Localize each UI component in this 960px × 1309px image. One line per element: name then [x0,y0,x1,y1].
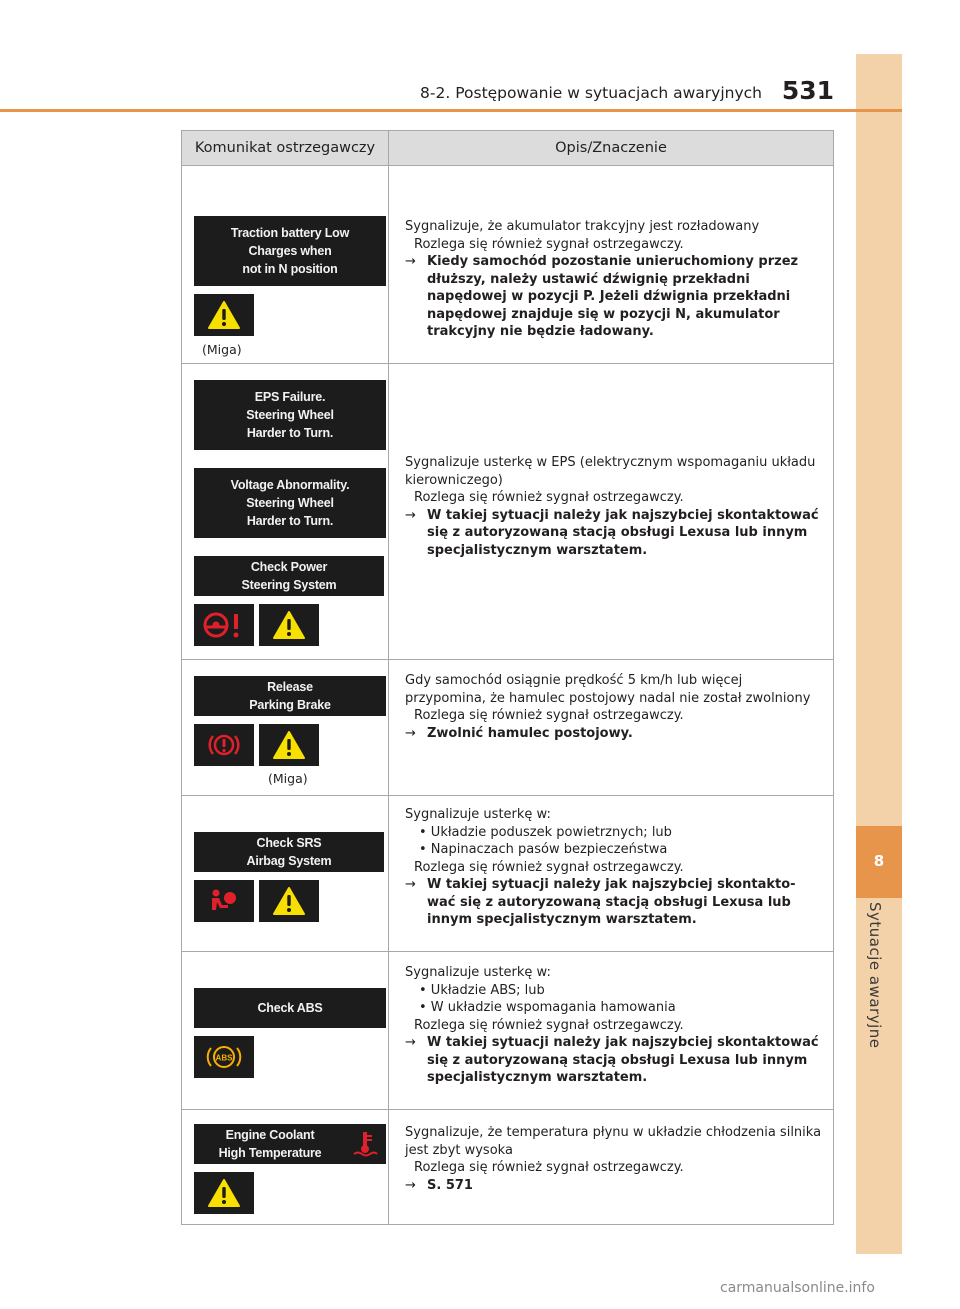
warning-triangle-icon [259,724,319,766]
svg-text:ABS: ABS [215,1053,233,1063]
chapter-label: Sytuacje awaryjne [866,902,884,1049]
chapter-number: 8 [873,852,885,870]
description-cell [389,1110,834,1225]
caption-blinking: (Miga) [268,771,308,786]
caption-blinking: (Miga) [202,342,242,357]
display-release-parking-brake: Release Parking Brake [194,676,386,716]
action-text: Kiedy samochód pozostanie unieruchomiony przez dłuższy, należy ustawić dźwignię przekładni napędowej w pozycji P. Jeżeli dźwignia przekładni napędowej znajduje się w pozycji N, akumulator trakcyjny nie będzie ładowany. [427,254,799,339]
arrow-icon: → [405,1177,416,1193]
description-text: Sygnalizuje, że temperatura płynu w układzie chłodzenia silnika jest zbyt wysoka [405,1125,822,1158]
table-row [182,1110,834,1225]
coolant-temperature-icon [352,1130,378,1162]
description-text: Rozlega się również sygnał ostrzegawczy. [414,236,684,252]
description-text: Rozlega się również sygnał ostrzegawczy. [414,859,684,875]
display-voltage-abnormality: Voltage Abnormality. Steering Wheel Harder to Turn. [194,468,386,538]
table-row [182,952,834,1110]
action-text: W takiej sytuacji należy jak najszybciej skontakto-wać się z autoryzowaną stacją obsługi Lexusa lub innym specjalistycznym warsztatem. [427,877,796,927]
action-text: W takiej sytuacji należy jak najszybciej skontaktować się z autoryzowaną stacją obsługi Lexusa lub innym specjalistycznym warsztatem. [427,1035,819,1085]
arrow-icon: → [405,725,416,741]
message-cell [182,364,389,660]
abs-warning-icon [194,1036,254,1078]
section-title: 8-2. Postępowanie w sytuacjach awaryjnych [420,84,762,102]
warning-triangle-icon [259,604,319,646]
bullet-item: • Układzie ABS; lub [419,982,545,998]
description-text: Rozlega się również sygnał ostrzegawczy. [414,490,684,505]
warning-triangle-icon [259,880,319,922]
page-reference: S. 571 [427,1177,473,1193]
description-text: Sygnalizuje usterkę w EPS (elektrycznym wspomaganiu układu kierowniczego) [405,455,816,488]
action-text: W takiej sytuacji należy jak najszybciej skontaktować się z autoryzowaną stacją obsługi Lexusa lub innym specjalistycznym warsztatem. [427,507,819,558]
airbag-warning-icon [194,880,254,922]
display-engine-coolant: Engine Coolant High Temperature [194,1124,386,1164]
column-header-description: Opis/Znaczenie [389,131,834,166]
description-text: Rozlega się również sygnał ostrzegawczy. [414,708,684,723]
description-text: Sygnalizuje usterkę w: [405,965,551,980]
description-cell [389,660,834,796]
header-rule [0,109,902,112]
bullet-item: • Układzie poduszek powietrznych; lub [419,824,672,840]
description-text: Sygnalizuje usterkę w: [405,807,551,822]
column-header-message: Komunikat ostrzegawczy [182,131,389,166]
arrow-icon: → [405,1035,416,1050]
arrow-icon: → [405,877,416,892]
message-cell [182,660,389,796]
table-row [182,796,834,952]
page-header [182,76,834,108]
parking-brake-icon [194,724,254,766]
description-text: Sygnalizuje, że akumulator trakcyjny jest rozładowany [405,219,760,234]
arrow-icon: → [405,507,416,523]
table-header-row [182,131,834,166]
arrow-icon: → [405,254,416,269]
display-check-abs: Check ABS [194,988,386,1028]
bullet-item: • W układzie wspomagania hamowania [419,1000,676,1015]
display-traction-battery: Traction battery Low Charges when not in N position [194,216,386,286]
warning-triangle-icon [194,1172,254,1214]
warning-triangle-icon [194,294,254,336]
display-eps-failure: EPS Failure. Steering Wheel Harder to Turn. [194,380,386,450]
description-cell [389,796,834,952]
description-cell [389,364,834,660]
description-cell [389,952,834,1110]
table-row [182,166,834,364]
description-text: Rozlega się również sygnał ostrzegawczy. [414,1160,684,1175]
message-cell [182,952,389,1110]
watermark: carmanualsonline.info [720,1280,875,1296]
bullet-item: • Napinaczach pasów bezpieczeństwa [419,842,668,857]
page-number: 531 [781,76,834,105]
description-text: Rozlega się również sygnał ostrzegawczy. [414,1017,684,1033]
action-text: Zwolnić hamulec postojowy. [427,725,633,741]
display-check-power-steering: Check Power Steering System [194,556,384,596]
table-row [182,364,834,660]
message-cell [182,796,389,952]
warning-table [181,130,834,1225]
message-cell [182,166,389,364]
display-check-srs: Check SRS Airbag System [194,832,384,872]
chapter-tab-strip [856,54,902,1254]
message-cell [182,1110,389,1225]
table-row [182,660,834,796]
description-cell [389,166,834,364]
description-text: Gdy samochód osiągnie prędkość 5 km/h lub więcej przypomina, że hamulec postojowy nadal nie został zwolniony [405,673,811,706]
power-steering-warning-icon [194,604,254,646]
